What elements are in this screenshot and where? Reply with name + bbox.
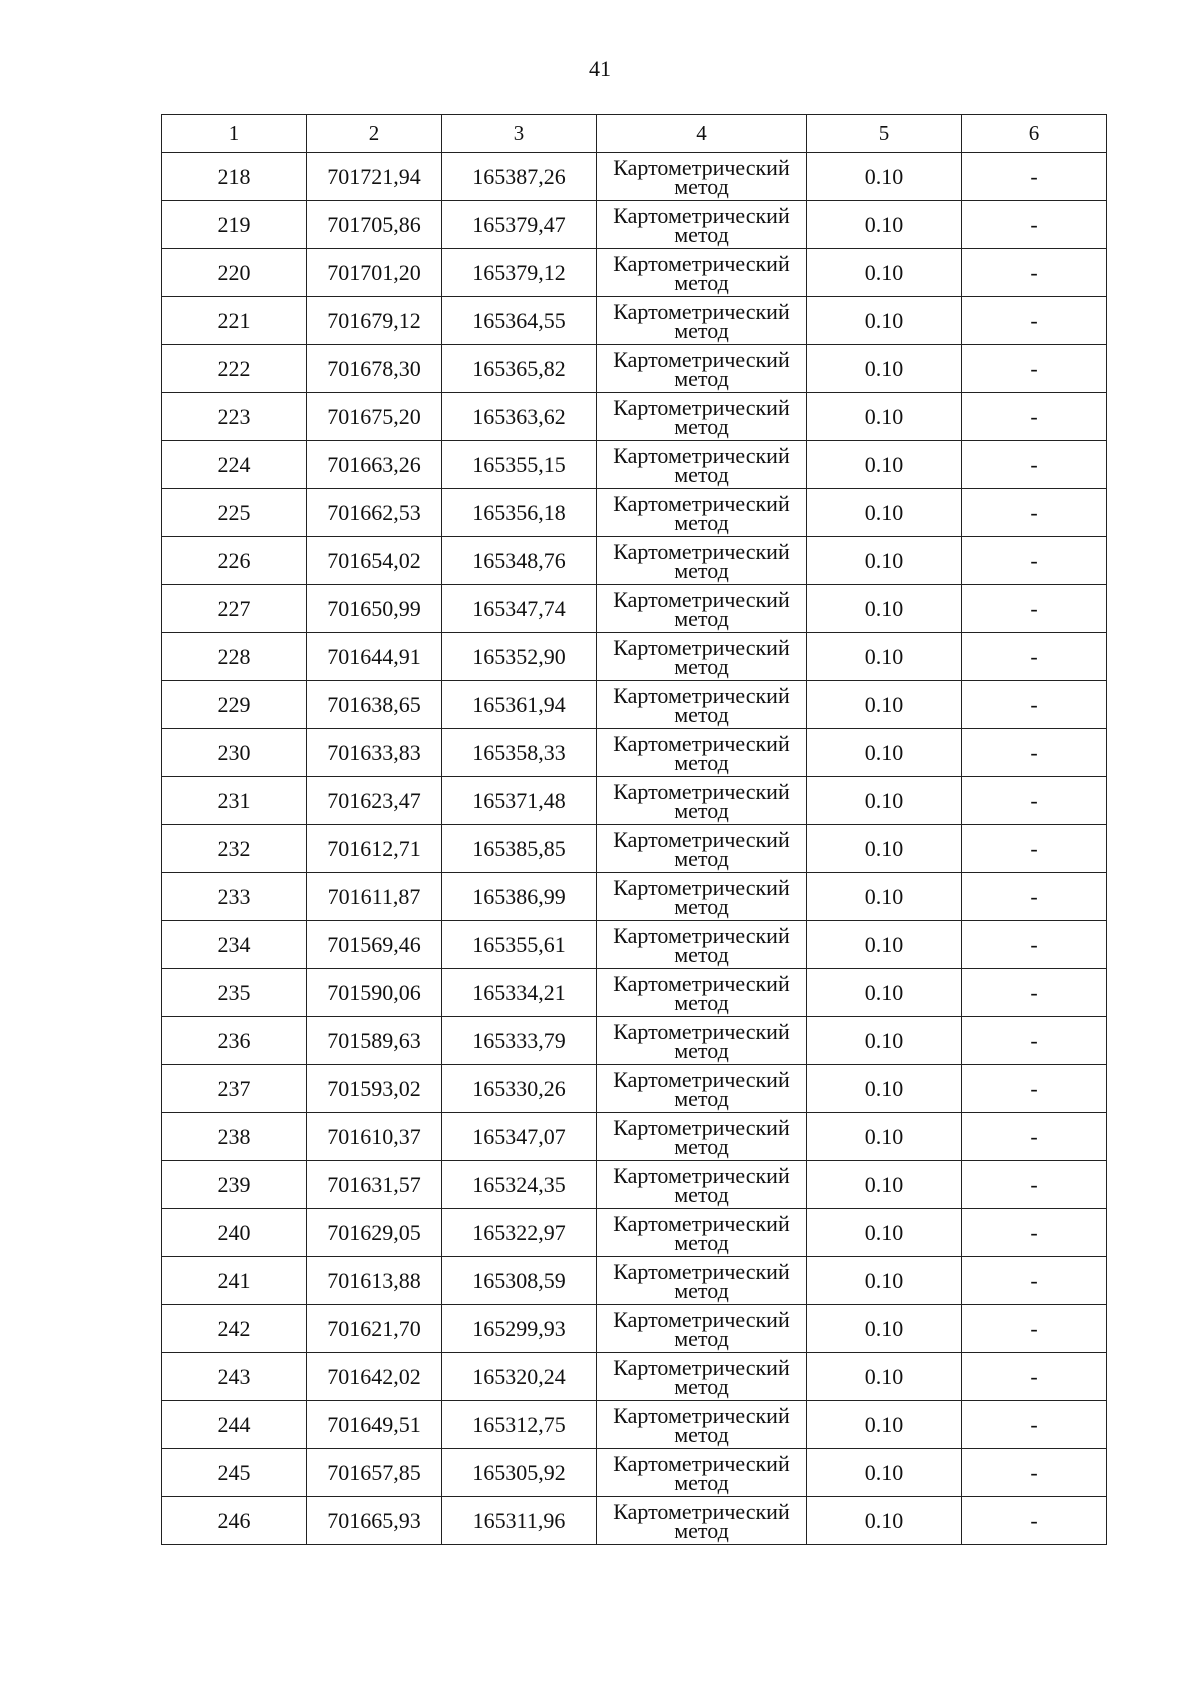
y-coordinate-cell: 165330,26	[442, 1065, 597, 1113]
x-coordinate-cell: 701705,86	[307, 201, 442, 249]
table-row	[162, 1305, 1107, 1353]
accuracy-cell: 0.10	[807, 249, 962, 297]
accuracy-cell: 0.10	[807, 585, 962, 633]
x-coordinate-cell: 701633,83	[307, 729, 442, 777]
point-number-cell: 238	[162, 1113, 307, 1161]
method-text: Картометрический метод	[613, 538, 790, 583]
x-coordinate-cell: 701629,05	[307, 1209, 442, 1257]
table-row	[162, 633, 1107, 681]
y-coordinate-cell: 165322,97	[442, 1209, 597, 1257]
description-cell: -	[962, 1353, 1107, 1401]
table-row	[162, 1017, 1107, 1065]
point-number-cell: 231	[162, 777, 307, 825]
point-number-cell: 219	[162, 201, 307, 249]
point-number-cell: 223	[162, 393, 307, 441]
accuracy-cell: 0.10	[807, 441, 962, 489]
method-text: Картометрический метод	[613, 346, 790, 391]
table-row	[162, 201, 1107, 249]
point-number-cell: 241	[162, 1257, 307, 1305]
table-row	[162, 345, 1107, 393]
method-cell	[597, 537, 807, 585]
x-coordinate-cell: 701621,70	[307, 1305, 442, 1353]
point-number-cell: 232	[162, 825, 307, 873]
method-text: Картометрический метод	[613, 826, 790, 871]
table-row	[162, 1209, 1107, 1257]
description-cell: -	[962, 585, 1107, 633]
accuracy-cell: 0.10	[807, 777, 962, 825]
method-text: Картометрический метод	[613, 922, 790, 967]
y-coordinate-cell: 165379,47	[442, 201, 597, 249]
description-cell: -	[962, 729, 1107, 777]
table-row	[162, 249, 1107, 297]
x-coordinate-cell: 701631,57	[307, 1161, 442, 1209]
table-row	[162, 1065, 1107, 1113]
accuracy-cell: 0.10	[807, 1065, 962, 1113]
accuracy-cell: 0.10	[807, 1401, 962, 1449]
method-cell	[597, 1305, 807, 1353]
description-cell: -	[962, 345, 1107, 393]
method-cell	[597, 825, 807, 873]
method-text: Картометрический метод	[613, 250, 790, 295]
method-cell	[597, 345, 807, 393]
table-row	[162, 153, 1107, 201]
y-coordinate-cell: 165358,33	[442, 729, 597, 777]
table-row	[162, 825, 1107, 873]
x-coordinate-cell: 701638,65	[307, 681, 442, 729]
table-row	[162, 1257, 1107, 1305]
header-cell-4: 4	[597, 115, 807, 153]
point-number-cell: 244	[162, 1401, 307, 1449]
description-cell: -	[962, 1257, 1107, 1305]
y-coordinate-cell: 165348,76	[442, 537, 597, 585]
method-cell	[597, 873, 807, 921]
description-cell: -	[962, 969, 1107, 1017]
method-cell	[597, 1449, 807, 1497]
y-coordinate-cell: 165333,79	[442, 1017, 597, 1065]
point-number-cell: 224	[162, 441, 307, 489]
x-coordinate-cell: 701569,46	[307, 921, 442, 969]
description-cell: -	[962, 489, 1107, 537]
description-cell: -	[962, 681, 1107, 729]
coordinates-table	[161, 114, 1107, 1545]
method-cell	[597, 153, 807, 201]
description-cell: -	[962, 1065, 1107, 1113]
table-row	[162, 873, 1107, 921]
method-cell	[597, 201, 807, 249]
method-cell	[597, 1353, 807, 1401]
point-number-cell: 225	[162, 489, 307, 537]
method-text: Картометрический метод	[613, 634, 790, 679]
x-coordinate-cell: 701642,02	[307, 1353, 442, 1401]
x-coordinate-cell: 701654,02	[307, 537, 442, 585]
method-cell	[597, 777, 807, 825]
y-coordinate-cell: 165355,15	[442, 441, 597, 489]
method-text: Картометрический метод	[613, 970, 790, 1015]
y-coordinate-cell: 165363,62	[442, 393, 597, 441]
method-text: Картометрический метод	[613, 1114, 790, 1159]
description-cell: -	[962, 1161, 1107, 1209]
method-cell	[597, 1113, 807, 1161]
description-cell: -	[962, 777, 1107, 825]
method-cell	[597, 441, 807, 489]
method-cell	[597, 681, 807, 729]
description-cell: -	[962, 825, 1107, 873]
table-row	[162, 537, 1107, 585]
method-text: Картометрический метод	[613, 202, 790, 247]
description-cell: -	[962, 1449, 1107, 1497]
y-coordinate-cell: 165311,96	[442, 1497, 597, 1545]
table-row	[162, 1449, 1107, 1497]
header-cell-2: 2	[307, 115, 442, 153]
accuracy-cell: 0.10	[807, 1257, 962, 1305]
table-row	[162, 1161, 1107, 1209]
description-cell: -	[962, 441, 1107, 489]
method-cell	[597, 921, 807, 969]
method-cell	[597, 633, 807, 681]
y-coordinate-cell: 165361,94	[442, 681, 597, 729]
description-cell: -	[962, 873, 1107, 921]
x-coordinate-cell: 701663,26	[307, 441, 442, 489]
y-coordinate-cell: 165365,82	[442, 345, 597, 393]
table-row	[162, 393, 1107, 441]
method-cell	[597, 249, 807, 297]
method-text: Картометрический метод	[613, 1402, 790, 1447]
y-coordinate-cell: 165379,12	[442, 249, 597, 297]
table-row	[162, 969, 1107, 1017]
point-number-cell: 227	[162, 585, 307, 633]
point-number-cell: 229	[162, 681, 307, 729]
method-cell	[597, 393, 807, 441]
y-coordinate-cell: 165386,99	[442, 873, 597, 921]
point-number-cell: 237	[162, 1065, 307, 1113]
y-coordinate-cell: 165364,55	[442, 297, 597, 345]
description-cell: -	[962, 633, 1107, 681]
x-coordinate-cell: 701610,37	[307, 1113, 442, 1161]
point-number-cell: 239	[162, 1161, 307, 1209]
x-coordinate-cell: 701679,12	[307, 297, 442, 345]
header-cell-1: 1	[162, 115, 307, 153]
accuracy-cell: 0.10	[807, 825, 962, 873]
header-cell-5: 5	[807, 115, 962, 153]
accuracy-cell: 0.10	[807, 153, 962, 201]
method-text: Картометрический метод	[613, 1066, 790, 1111]
method-text: Картометрический метод	[613, 1210, 790, 1255]
table-row	[162, 1353, 1107, 1401]
x-coordinate-cell: 701665,93	[307, 1497, 442, 1545]
y-coordinate-cell: 165371,48	[442, 777, 597, 825]
accuracy-cell: 0.10	[807, 1209, 962, 1257]
y-coordinate-cell: 165352,90	[442, 633, 597, 681]
method-text: Картометрический метод	[613, 778, 790, 823]
method-cell	[597, 729, 807, 777]
x-coordinate-cell: 701657,85	[307, 1449, 442, 1497]
description-cell: -	[962, 297, 1107, 345]
accuracy-cell: 0.10	[807, 393, 962, 441]
table-header-row	[162, 115, 1107, 153]
x-coordinate-cell: 701613,88	[307, 1257, 442, 1305]
point-number-cell: 218	[162, 153, 307, 201]
description-cell: -	[962, 1305, 1107, 1353]
x-coordinate-cell: 701612,71	[307, 825, 442, 873]
x-coordinate-cell: 701662,53	[307, 489, 442, 537]
method-cell	[597, 1401, 807, 1449]
description-cell: -	[962, 537, 1107, 585]
accuracy-cell: 0.10	[807, 1305, 962, 1353]
x-coordinate-cell: 701721,94	[307, 153, 442, 201]
method-text: Картометрический метод	[613, 442, 790, 487]
description-cell: -	[962, 201, 1107, 249]
table-body	[162, 115, 1107, 1545]
method-text: Картометрический метод	[613, 1498, 790, 1543]
accuracy-cell: 0.10	[807, 201, 962, 249]
x-coordinate-cell: 701589,63	[307, 1017, 442, 1065]
accuracy-cell: 0.10	[807, 1449, 962, 1497]
accuracy-cell: 0.10	[807, 633, 962, 681]
accuracy-cell: 0.10	[807, 1497, 962, 1545]
point-number-cell: 234	[162, 921, 307, 969]
point-number-cell: 221	[162, 297, 307, 345]
table-row	[162, 777, 1107, 825]
y-coordinate-cell: 165387,26	[442, 153, 597, 201]
header-cell-3: 3	[442, 115, 597, 153]
point-number-cell: 235	[162, 969, 307, 1017]
accuracy-cell: 0.10	[807, 489, 962, 537]
x-coordinate-cell: 701611,87	[307, 873, 442, 921]
accuracy-cell: 0.10	[807, 969, 962, 1017]
method-text: Картометрический метод	[613, 1450, 790, 1495]
y-coordinate-cell: 165320,24	[442, 1353, 597, 1401]
description-cell: -	[962, 1209, 1107, 1257]
accuracy-cell: 0.10	[807, 873, 962, 921]
point-number-cell: 228	[162, 633, 307, 681]
point-number-cell: 233	[162, 873, 307, 921]
table-row	[162, 441, 1107, 489]
method-text: Картометрический метод	[613, 682, 790, 727]
method-cell	[597, 969, 807, 1017]
accuracy-cell: 0.10	[807, 921, 962, 969]
y-coordinate-cell: 165347,74	[442, 585, 597, 633]
y-coordinate-cell: 165305,92	[442, 1449, 597, 1497]
x-coordinate-cell: 701650,99	[307, 585, 442, 633]
x-coordinate-cell: 701593,02	[307, 1065, 442, 1113]
description-cell: -	[962, 153, 1107, 201]
point-number-cell: 242	[162, 1305, 307, 1353]
description-cell: -	[962, 921, 1107, 969]
description-cell: -	[962, 249, 1107, 297]
accuracy-cell: 0.10	[807, 297, 962, 345]
method-text: Картометрический метод	[613, 1306, 790, 1351]
method-cell	[597, 1065, 807, 1113]
method-cell	[597, 1209, 807, 1257]
x-coordinate-cell: 701675,20	[307, 393, 442, 441]
point-number-cell: 243	[162, 1353, 307, 1401]
method-cell	[597, 1257, 807, 1305]
method-text: Картометрический метод	[613, 1258, 790, 1303]
method-text: Картометрический метод	[613, 1018, 790, 1063]
method-text: Картометрический метод	[613, 298, 790, 343]
accuracy-cell: 0.10	[807, 537, 962, 585]
x-coordinate-cell: 701649,51	[307, 1401, 442, 1449]
y-coordinate-cell: 165334,21	[442, 969, 597, 1017]
table-row	[162, 1113, 1107, 1161]
x-coordinate-cell: 701644,91	[307, 633, 442, 681]
page-number: 41	[589, 56, 611, 81]
point-number-cell: 245	[162, 1449, 307, 1497]
point-number-cell: 240	[162, 1209, 307, 1257]
x-coordinate-cell: 701701,20	[307, 249, 442, 297]
method-text: Картометрический метод	[613, 1354, 790, 1399]
y-coordinate-cell: 165356,18	[442, 489, 597, 537]
table-row	[162, 921, 1107, 969]
y-coordinate-cell: 165312,75	[442, 1401, 597, 1449]
table-row	[162, 489, 1107, 537]
table-row	[162, 585, 1107, 633]
accuracy-cell: 0.10	[807, 681, 962, 729]
point-number-cell: 230	[162, 729, 307, 777]
accuracy-cell: 0.10	[807, 1161, 962, 1209]
table-row	[162, 1401, 1107, 1449]
method-cell	[597, 1161, 807, 1209]
accuracy-cell: 0.10	[807, 729, 962, 777]
method-cell	[597, 585, 807, 633]
y-coordinate-cell: 165385,85	[442, 825, 597, 873]
y-coordinate-cell: 165299,93	[442, 1305, 597, 1353]
method-cell	[597, 1497, 807, 1545]
method-text: Картометрический метод	[613, 874, 790, 919]
table-row	[162, 681, 1107, 729]
point-number-cell: 220	[162, 249, 307, 297]
table-row	[162, 1497, 1107, 1545]
y-coordinate-cell: 165308,59	[442, 1257, 597, 1305]
y-coordinate-cell: 165355,61	[442, 921, 597, 969]
accuracy-cell: 0.10	[807, 1017, 962, 1065]
method-text: Картометрический метод	[613, 586, 790, 631]
accuracy-cell: 0.10	[807, 345, 962, 393]
description-cell: -	[962, 1113, 1107, 1161]
table-row	[162, 729, 1107, 777]
accuracy-cell: 0.10	[807, 1113, 962, 1161]
point-number-cell: 236	[162, 1017, 307, 1065]
method-cell	[597, 297, 807, 345]
x-coordinate-cell: 701678,30	[307, 345, 442, 393]
description-cell: -	[962, 1017, 1107, 1065]
point-number-cell: 226	[162, 537, 307, 585]
header-cell-6: 6	[962, 115, 1107, 153]
method-cell	[597, 489, 807, 537]
description-cell: -	[962, 1497, 1107, 1545]
accuracy-cell: 0.10	[807, 1353, 962, 1401]
method-text: Картометрический метод	[613, 394, 790, 439]
table-row	[162, 297, 1107, 345]
x-coordinate-cell: 701590,06	[307, 969, 442, 1017]
point-number-cell: 222	[162, 345, 307, 393]
method-cell	[597, 1017, 807, 1065]
method-text: Картометрический метод	[613, 730, 790, 775]
description-cell: -	[962, 393, 1107, 441]
method-text: Картометрический метод	[613, 1162, 790, 1207]
method-text: Картометрический метод	[613, 154, 790, 199]
y-coordinate-cell: 165324,35	[442, 1161, 597, 1209]
point-number-cell: 246	[162, 1497, 307, 1545]
method-text: Картометрический метод	[613, 490, 790, 535]
description-cell: -	[962, 1401, 1107, 1449]
x-coordinate-cell: 701623,47	[307, 777, 442, 825]
y-coordinate-cell: 165347,07	[442, 1113, 597, 1161]
